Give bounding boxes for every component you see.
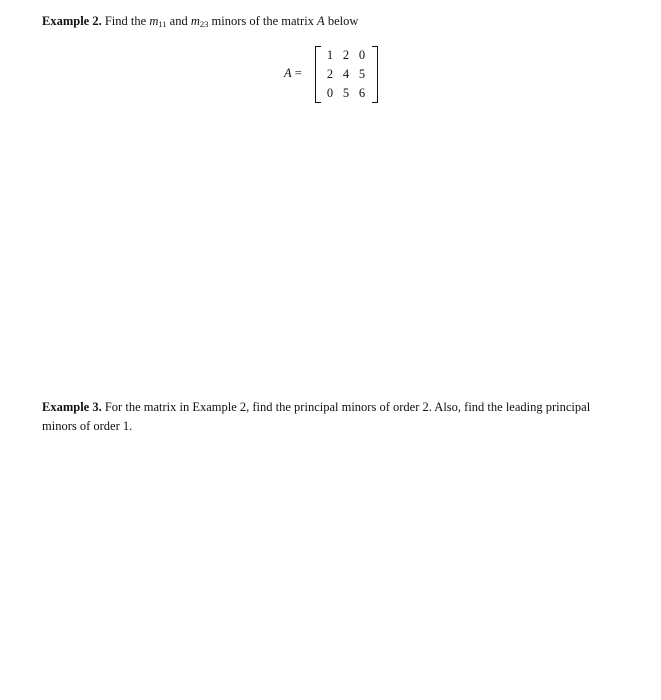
example-3-text: For the matrix in Example 2, find the principal minors of order 2. Also, find the leading principal minors of order 1. [42, 400, 591, 433]
minor-m23-subscript: 23 [199, 19, 209, 29]
matrix-lhs [284, 66, 302, 81]
matrix-cell: 2 [326, 67, 334, 81]
example-3-statement [42, 398, 627, 436]
minor-m11-subscript: 11 [158, 19, 167, 29]
matrix-row [322, 65, 370, 84]
matrix-cell: 4 [342, 67, 350, 81]
example-2-text-between: and [166, 14, 191, 28]
matrix-cell: 6 [358, 86, 366, 100]
matrix-cell: 1 [326, 48, 334, 62]
matrix-cell: 5 [342, 86, 350, 100]
equals-sign: = [291, 66, 302, 80]
example-2-text-end: below [324, 14, 359, 28]
example-2-text-before: Find the [104, 14, 150, 28]
matrix-cell: 2 [342, 48, 350, 62]
matrix-cells [322, 46, 370, 103]
example-2-text-after: minors of the matrix [208, 14, 318, 28]
matrix-cell: 5 [358, 67, 366, 81]
minor-m23-var: m [190, 14, 200, 28]
matrix-cell: 0 [358, 48, 366, 62]
matrix-row [322, 46, 370, 65]
matrix-name: A [317, 14, 325, 28]
matrix-row [322, 84, 370, 103]
matrix-lhs-var: A [284, 66, 292, 80]
left-bracket [315, 46, 321, 103]
example-3-heading: Example 3. [42, 400, 102, 414]
right-bracket [372, 46, 378, 103]
minor-m11-var: m [149, 14, 159, 28]
example-2-heading: Example 2. [42, 14, 102, 28]
matrix-cell: 0 [326, 86, 334, 100]
example-2-statement [42, 12, 627, 34]
